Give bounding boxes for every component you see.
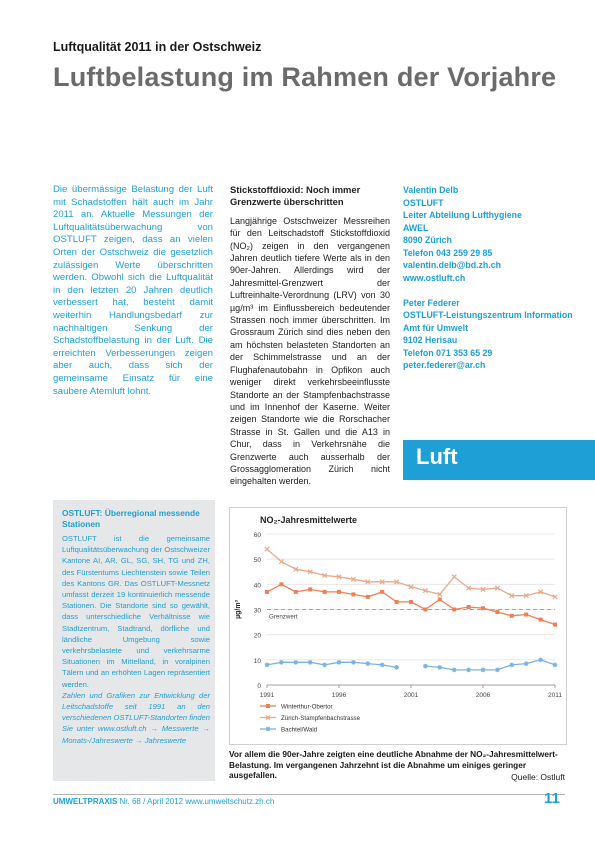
threshold-label: Grenzwert [269, 613, 298, 621]
y-tick-label: 0 [257, 683, 261, 690]
data-point [495, 610, 499, 614]
contact2-email[interactable]: peter.federer@ar.ch [403, 360, 486, 370]
data-point [308, 587, 312, 591]
data-point [481, 606, 485, 610]
y-tick-label: 40 [253, 582, 261, 590]
contact-phone: Telefon 043 259 29 85 [403, 247, 493, 258]
data-point [279, 660, 284, 665]
data-point [452, 608, 456, 612]
contact-dept: AWEL [403, 222, 429, 233]
data-point [466, 668, 471, 673]
legend-label: Zürich-Stampfenbachstrasse [281, 714, 361, 722]
info-box-note [62, 690, 210, 746]
contact-role: Leiter Abteilung Lufthygiene [403, 210, 522, 220]
footer-brand: UMWELTPRAXIS [53, 797, 118, 806]
data-point [524, 613, 528, 617]
contact-city: 8090 Zürich [403, 235, 452, 245]
y-tick-label: 10 [253, 657, 261, 665]
data-point [467, 605, 471, 609]
kicker: Luftqualität 2011 in der Ostschweiz [53, 40, 262, 54]
data-point [553, 623, 557, 627]
footer [53, 797, 274, 806]
y-tick-label: 30 [253, 607, 261, 615]
contact2-dept: Amt für Umwelt [403, 322, 469, 333]
article-body: Langjährige Ostschweizer Messreihen für den Leitschadstoff Stickstoffdioxid (NO₂) zeigen in den vergangenen Jahren deutlich tiefere Werte als in den 90er-Jahren. Allerdings wird der Jahresmittel-Grenzwert der Luftreinhalte-Verordnung (LRV) von 30 µg/m³ im Einflussbereich bedeutender Strassen noch immer überschritten. Im Grossraum Zürich sind dies neben den am höchsten belasteten Standorten an der Schimmelstrasse und an der Flughafenautobahn in Opfikon auch weniger direkt verkehrsbeeinflusste Standorte an der Stampfenbachstrasse und im Innenhof der Kaserne. Weiter zeigen Standorte wie die Rorschacher Strasse in St. Gallen und die A13 in Chur, dass in Verkehrsnähe die Grenzwerte auch ausserhalb der Grossagglomeration Zürich nicht eingehalten werden. [230, 215, 390, 487]
data-point [380, 662, 385, 667]
data-point [351, 592, 355, 596]
legend-label: Winterthur-Obertor [281, 703, 333, 711]
data-point [323, 590, 327, 594]
article-column [230, 184, 390, 488]
data-point [423, 664, 428, 669]
legend-marker [266, 704, 270, 708]
x-tick-label: 2006 [475, 692, 491, 699]
data-point [452, 668, 457, 673]
legend-marker [266, 727, 271, 732]
info-box-text: OSTLUFT ist die gemeinsame Luftqualitätsüberwachung der Ostschweizer Kantone AI, AR, GL, SG, SH, TG und ZH, des Fürstentums Liechtenstein sowie Teilen des Kantons GR. Das OSTLUFT-Messnetz umfasst derzeit 19 kontinuierlich messende Stationen. Die Standorte sind so gewählt, dass unterschiedliche Verhältnisse wie Stadtzentrum, Stadtrand, dörfliche und ländliche Umgebung sowie verkehrsbelastete und verkehrsarme Situationen im Mittelland, in voralpinen Tälern und an erhöhten Lagen repräsentiert werden. [62, 534, 210, 689]
data-point [279, 559, 283, 563]
x-tick-label: 2011 [548, 692, 562, 699]
data-point [365, 661, 370, 666]
y-tick-label: 20 [253, 632, 261, 640]
data-point [437, 665, 442, 670]
y-tick-label: 50 [253, 557, 261, 565]
section-tag [403, 440, 595, 480]
chart-source: Quelle: Ostluft [511, 772, 565, 782]
data-point [395, 600, 399, 604]
chart-caption: Vor allem die 90er-Jahre zeigten eine deutliche Abnahme der NO₂-Jahresmittelwert-Belastung. Im vergangenen Jahrzehnt ist die Abnahme um einiges geringer ausgefallen. [229, 749, 558, 780]
footer-url[interactable]: www.umweltschutz.zh.ch [185, 797, 275, 806]
legend-label: Bachtel/Wald [281, 726, 318, 734]
info-box-title: OSTLUFT: Überregional messende Stationen [62, 508, 200, 529]
section-tag-label: Luft [416, 444, 458, 469]
page-title: Luftbelastung im Rahmen der Vorjahre [53, 62, 557, 92]
data-point [337, 660, 342, 665]
article-heading: Stickstoffdioxid: Noch immer Grenzwerte überschritten [230, 184, 361, 208]
data-point [351, 660, 356, 665]
data-point [509, 662, 514, 667]
y-tick-label: 60 [253, 532, 261, 539]
data-point [452, 575, 456, 579]
contact-column [403, 184, 573, 372]
page-number: 11 [544, 790, 560, 807]
contact-email[interactable]: valentin.delb@bd.zh.ch [403, 260, 502, 270]
data-point [337, 590, 341, 594]
contact2-name: Peter Federer [403, 297, 460, 308]
y-axis-label: µg/m³ [235, 600, 242, 619]
lead-paragraph [53, 184, 213, 398]
data-point [265, 662, 270, 667]
data-point [539, 618, 543, 622]
data-point [538, 657, 543, 662]
info-box [53, 500, 215, 781]
contact-web[interactable]: www.ostluft.ch [403, 272, 466, 283]
x-tick-label: 1991 [259, 692, 275, 699]
data-point [265, 547, 269, 551]
data-point [394, 665, 399, 670]
data-point [524, 661, 529, 666]
footer-divider [53, 794, 565, 795]
data-point [294, 590, 298, 594]
footer-issue: Nr. 68 / April 2012 [119, 797, 184, 806]
contact-name: Valentin Delb [403, 185, 459, 195]
x-tick-label: 2001 [403, 692, 419, 699]
contact2-city: 9102 Herisau [403, 335, 458, 345]
data-point [409, 600, 413, 604]
info-box-note-text: Zahlen und Grafiken zur Entwicklung der Leitschadstoffe seit 1991 an den verschiedenen OSTLUFT-Standorten finden Sie unter www.ostluft.ch → Messwerte → Monats-/Jahreswerte → Jahreswerte [62, 690, 210, 745]
data-point [293, 660, 298, 665]
chart-title: NO₂-Jahresmittelwerte [260, 515, 358, 525]
data-point [553, 662, 558, 667]
chart-frame [229, 507, 567, 745]
contact2-org: OSTLUFT-Leistungszentrum Information [403, 310, 573, 320]
data-point [481, 668, 486, 673]
data-point [495, 668, 500, 673]
data-point [423, 608, 427, 612]
data-point [510, 614, 514, 618]
x-tick-label: 1996 [331, 692, 347, 699]
data-point [438, 597, 442, 601]
data-point [279, 582, 283, 586]
data-point [322, 662, 327, 667]
data-point [265, 590, 269, 594]
data-point [366, 595, 370, 599]
no2-line-chart [230, 508, 566, 744]
contact-org: OSTLUFT [403, 197, 444, 208]
lead-text: Die übermässige Belastung der Luft mit Schadstoffen hält auch im Jahr 2011 an. Aktuelle Messungen der Luftqualitätsüberwachung von OSTLUFT zeigen, dass an vielen Orten der Ostschweiz die gesetzlich zulässigen Werte überschritten werden. Obwohl sich die Luftqualität in den letzten 20 Jahren deutlich verbessert hat, besteht damit weiterhin Handlungsbedarf zur nachhaltigen Senkung der Schadstoffbelastung in der Luft. Die erreichten Verbesserungen zeigen aber auch, dass sich der gemeinsame Einsatz für eine saubere Atemluft lohnt. [53, 184, 213, 397]
info-box-body [62, 533, 210, 746]
contact2-phone: Telefon 071 353 65 29 [403, 347, 493, 358]
contact-spacer [403, 284, 553, 297]
data-point [380, 590, 384, 594]
data-point [308, 660, 313, 665]
